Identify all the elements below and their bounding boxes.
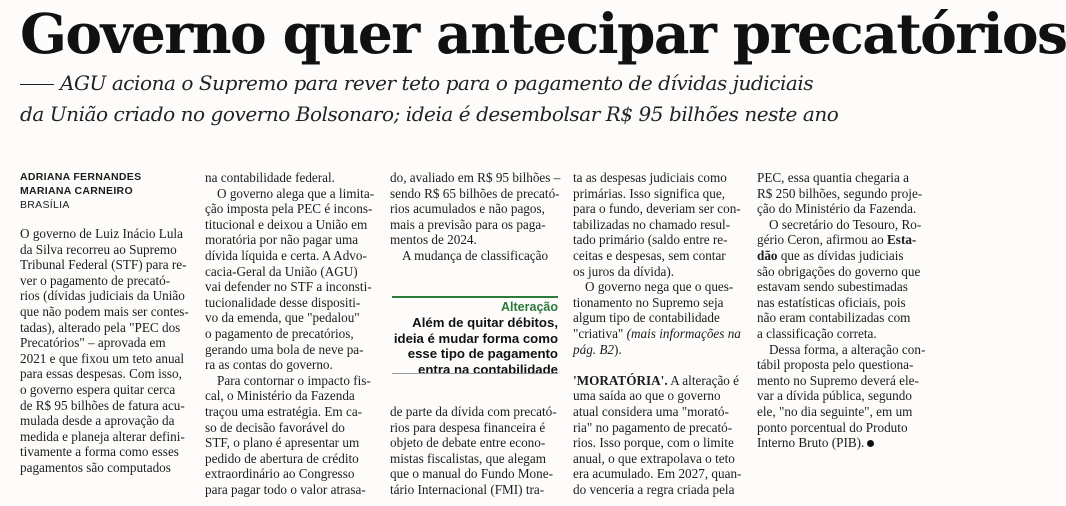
pull-quote-line: esse tipo de pagamento: [407, 346, 558, 362]
col2-line: ra as contas do governo.: [205, 357, 333, 373]
col5-line: PEC, essa quantia chegaria a: [757, 170, 909, 185]
col1-line: ver o pagamento de precató-: [20, 272, 171, 288]
col1-line: Precatórios" – aprovada em: [20, 335, 166, 351]
col2-line: so de decisão favorável do: [205, 419, 345, 435]
col4-line: primárias. Isso significa que,: [573, 185, 725, 201]
col4-line: rios. Isso porque, com o limite: [573, 435, 734, 451]
col3-line: mais a previsão para os paga-: [390, 216, 546, 232]
col4-line: uma saída ao que o governo: [573, 388, 721, 404]
col4-line: algum tipo de contabilidade: [573, 310, 720, 326]
pull-quote-kicker: Alteração: [501, 300, 558, 314]
col4-line: ria" no pagamento de precató-: [573, 419, 733, 435]
column-3-top: [390, 170, 560, 280]
pull-quote-text: [392, 315, 558, 377]
headline: Governo quer antecipar precatórios: [20, 1, 1066, 66]
col1-line: da Silva recorreu ao Supremo: [20, 241, 177, 257]
pull-quote: [392, 296, 558, 377]
col4-line: [573, 373, 743, 389]
col3-line: A mudança de classificação: [402, 247, 549, 263]
col4-line: para o fundo, deveriam ser con-: [573, 201, 741, 217]
col2-line: gerando uma bola de neve pa-: [205, 341, 364, 357]
col1-line: tivamente a forma como esses: [20, 444, 179, 460]
deck-line-2: da União criado no governo Bolsonaro; ideia é desembolsar R$ 95 bilhões neste ano: [20, 102, 839, 126]
col2-line: vai defender no STF a inconsti-: [205, 279, 372, 295]
section-label-moratoria: 'MORATÓRIA'.: [573, 372, 668, 388]
col3-line: do, avaliado em R$ 95 bilhões –: [390, 170, 561, 185]
col2-line: cal, o Ministério da Fazenda: [205, 388, 355, 404]
column-3-bottom: [390, 404, 560, 506]
col4-line: atual considera uma "morató-: [573, 403, 729, 419]
col5-line: var a dívida pública, segundo: [757, 388, 912, 404]
col1-line: O governo de Luiz Inácio Lula: [20, 226, 183, 241]
col3-line: objeto de debate entre econo-: [390, 435, 546, 451]
column-2: [205, 170, 375, 506]
col5-line: estavam sendo subestimadas: [757, 279, 908, 295]
pull-quote-line: Além de quitar débitos,: [412, 315, 558, 330]
col4-inline: A alteração é: [670, 372, 740, 388]
col5-line: R$ 250 bilhões, segundo proje-: [757, 185, 923, 201]
deck: [20, 68, 935, 130]
col4-note: (mais informações na: [626, 325, 741, 341]
col5-line: são obrigações do governo que: [757, 263, 921, 279]
col5-line: [757, 232, 927, 248]
byline-author-2: MARIANA CARNEIRO: [20, 185, 133, 197]
col2-line: pedido de abertura de crédito: [205, 450, 359, 466]
col4-line: pág. B2).: [573, 341, 622, 357]
col2-line: vo da emenda, que "pedalou": [205, 310, 360, 326]
col1-line: rios (dívidas judiciais da União: [20, 288, 185, 304]
col5-line: [757, 248, 927, 264]
col4-line: os juros da dívida).: [573, 263, 675, 279]
col4-line: ceitas e despesas, sem contar: [573, 247, 726, 263]
col4-inline: "criativa": [573, 325, 627, 341]
col5-paper-name: Esta-: [887, 232, 917, 248]
col4-line: do venceria a regra criada pela: [573, 481, 735, 497]
pull-quote-rule: [392, 373, 558, 374]
col1-line: para essas despesas. Com isso,: [20, 366, 182, 382]
byline-place: BRASÍLIA: [20, 199, 70, 211]
column-5: [757, 170, 927, 506]
column-4: [573, 170, 743, 506]
col2-line: O governo alega que a limita-: [217, 185, 375, 201]
col5-paper-name: dão: [757, 247, 778, 263]
col2-line: Para contornar o impacto fis-: [217, 372, 371, 388]
pull-quote-line: entra na contabilidade: [418, 361, 558, 377]
col1-line: tadas), alterado pela "PEC dos: [20, 319, 181, 335]
col3-line: rios para despesa financeira é: [390, 419, 546, 435]
end-mark-icon: [867, 440, 874, 447]
col3-line: de parte da dívida com precató-: [390, 404, 557, 419]
col5-line: não eram contabilizadas com: [757, 310, 911, 326]
byline-author-1: ADRIANA FERNANDES: [20, 171, 142, 183]
col2-line: o pagamento de precatórios,: [205, 325, 354, 341]
col5-line: tábil proposta pelo questiona-: [757, 357, 914, 373]
col5-line: nas estatísticas oficiais, pois: [757, 294, 906, 310]
col2-line: tucionalidade desse dispositi-: [205, 294, 361, 310]
col3-line: rios acumulados e não pagos,: [390, 201, 545, 217]
deck-rule: [20, 84, 54, 85]
col2-line: titucional e deixou a União em: [205, 216, 368, 232]
col2-line: extraordinário ao Congresso: [205, 466, 355, 482]
col4-line: O governo nega que o ques-: [585, 279, 734, 295]
col5-line: a classificação correta.: [757, 325, 877, 341]
col2-line: para pagar todo o valor atrasa-: [205, 481, 366, 497]
col2-line: dívida líquida e certa. A Advo-: [205, 247, 367, 263]
col4-line: ta as despesas judiciais como: [573, 170, 727, 185]
col1-line: pagamentos são computados: [20, 459, 171, 475]
deck-line-1: AGU aciona o Supremo para rever teto para o pagamento de dívidas judiciais: [60, 71, 814, 95]
pull-quote-line: ideia é mudar forma como: [393, 330, 558, 346]
col1-line: 2021 e que fixou um teto anual: [20, 350, 185, 366]
col3-line: sendo R$ 65 bilhões de precató-: [390, 185, 560, 201]
col3-line: mistas fiscalistas, que alegam: [390, 450, 547, 466]
col4-page-ref: pág. B2: [573, 341, 615, 357]
col1-line: medida e planeja alterar defini-: [20, 428, 185, 444]
col2-line: cacia-Geral da União (AGU): [205, 263, 358, 279]
column-1: [20, 170, 195, 506]
col3-line: tário Internacional (FMI) tra-: [390, 481, 545, 497]
col3-line: que o manual do Fundo Mone-: [390, 466, 553, 482]
col4-line: anual, o que extrapolava o teto: [573, 450, 735, 466]
col4-line: era acumulado. Em 2027, quan-: [573, 466, 742, 482]
col4-line: tado primário (saldo entre re-: [573, 232, 728, 248]
col1-line: de R$ 95 bilhões de fatura acu-: [20, 397, 185, 413]
col2-line: moratória por não pagar uma: [205, 232, 359, 248]
col2-line: traçou uma estratégia. Em ca-: [205, 403, 363, 419]
col1-line: que não podem mais ser contes-: [20, 303, 189, 319]
col5-line: Dessa forma, a alteração con-: [769, 341, 926, 357]
col4-line: tionamento no Supremo seja: [573, 294, 724, 310]
col5-line: [757, 435, 927, 451]
col5-line: mento no Supremo deverá ele-: [757, 372, 919, 388]
col1-line: mulada desde a aprovação da: [20, 413, 175, 429]
col4-line: [573, 326, 743, 342]
col3-line: mentos de 2024.: [390, 232, 477, 248]
col5-inline: gério Ceron, afirmou ao: [757, 232, 888, 248]
col5-inline: Interno Bruto (PIB).: [757, 435, 865, 451]
col2-line: STF, o plano é apresentar um: [205, 435, 360, 451]
col5-line: O secretário do Tesouro, Ro-: [769, 216, 922, 232]
col5-inline: que as dívidas judiciais: [777, 247, 904, 263]
col4-line: tabilizadas no chamado resul-: [573, 216, 731, 232]
col1-line: Tribunal Federal (STF) para re-: [20, 257, 187, 273]
col2-line: ção imposta pela PEC é incons-: [205, 201, 373, 217]
col5-line: ponto porcentual do Produto: [757, 419, 908, 435]
col2-line: na contabilidade federal.: [205, 170, 335, 185]
col5-line: ção do Ministério da Fazenda.: [757, 201, 917, 217]
col5-line: ele, "no dia seguinte", em um: [757, 403, 913, 419]
col1-line: o governo espera quitar cerca: [20, 381, 176, 397]
